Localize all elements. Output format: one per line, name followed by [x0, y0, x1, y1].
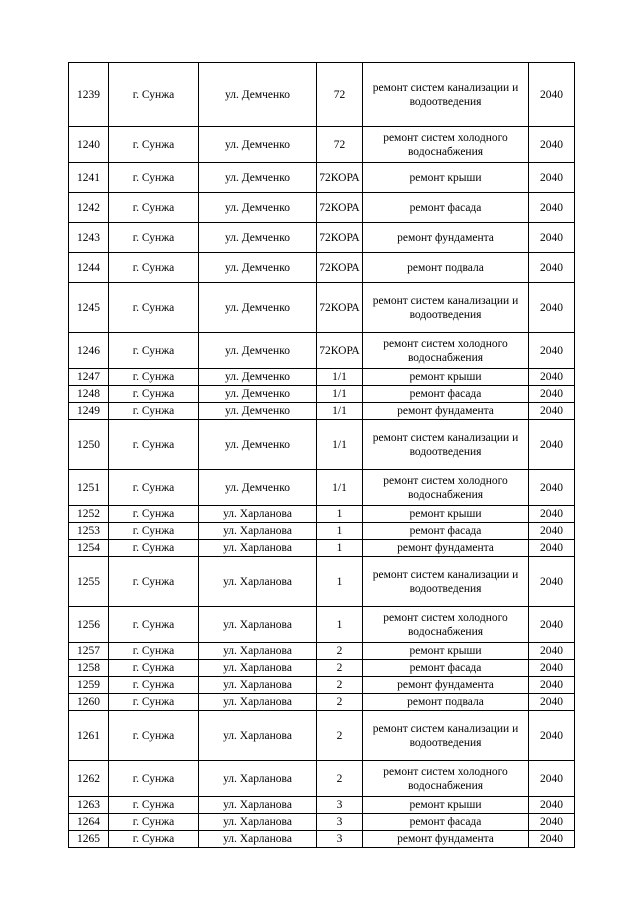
row-number: 1248: [69, 386, 109, 403]
building-cell: 1/1: [317, 403, 363, 420]
city-cell: г. Сунжа: [109, 831, 199, 848]
city-cell: г. Сунжа: [109, 694, 199, 711]
table-row: [69, 761, 575, 797]
year-cell: 2040: [529, 369, 575, 386]
street-cell: ул. Демченко: [199, 193, 317, 223]
row-number: 1246: [69, 333, 109, 369]
work-type-cell: ремонт систем холодного водоснабжения: [363, 127, 529, 163]
row-number: 1245: [69, 283, 109, 333]
year-cell: 2040: [529, 223, 575, 253]
city-cell: г. Сунжа: [109, 506, 199, 523]
year-cell: 2040: [529, 711, 575, 761]
work-type-cell: ремонт фундамента: [363, 831, 529, 848]
city-cell: г. Сунжа: [109, 643, 199, 660]
city-cell: г. Сунжа: [109, 557, 199, 607]
row-number: 1255: [69, 557, 109, 607]
row-number: 1254: [69, 540, 109, 557]
work-type-cell: ремонт крыши: [363, 369, 529, 386]
table-row: [69, 63, 575, 127]
table-row: [69, 814, 575, 831]
work-type-cell: ремонт систем холодного водоснабжения: [363, 607, 529, 643]
table-row: [69, 694, 575, 711]
year-cell: 2040: [529, 420, 575, 470]
street-cell: ул. Демченко: [199, 333, 317, 369]
city-cell: г. Сунжа: [109, 797, 199, 814]
row-number: 1251: [69, 470, 109, 506]
year-cell: 2040: [529, 607, 575, 643]
row-number: 1244: [69, 253, 109, 283]
table-row: [69, 660, 575, 677]
row-number: 1256: [69, 607, 109, 643]
street-cell: ул. Харланова: [199, 711, 317, 761]
city-cell: г. Сунжа: [109, 607, 199, 643]
year-cell: 2040: [529, 831, 575, 848]
street-cell: ул. Демченко: [199, 253, 317, 283]
row-number: 1250: [69, 420, 109, 470]
year-cell: 2040: [529, 470, 575, 506]
row-number: 1241: [69, 163, 109, 193]
work-type-cell: ремонт фасада: [363, 814, 529, 831]
year-cell: 2040: [529, 797, 575, 814]
building-cell: 72КОРА: [317, 283, 363, 333]
building-cell: 1: [317, 607, 363, 643]
street-cell: ул. Харланова: [199, 761, 317, 797]
table-row: [69, 163, 575, 193]
year-cell: 2040: [529, 127, 575, 163]
year-cell: 2040: [529, 660, 575, 677]
row-number: 1259: [69, 677, 109, 694]
table-row: [69, 193, 575, 223]
work-type-cell: ремонт фасада: [363, 193, 529, 223]
table-row: [69, 369, 575, 386]
street-cell: ул. Харланова: [199, 797, 317, 814]
work-type-cell: ремонт систем холодного водоснабжения: [363, 470, 529, 506]
table-row: [69, 386, 575, 403]
building-cell: 72: [317, 63, 363, 127]
city-cell: г. Сунжа: [109, 761, 199, 797]
building-cell: 72КОРА: [317, 223, 363, 253]
table-row: [69, 253, 575, 283]
street-cell: ул. Харланова: [199, 660, 317, 677]
city-cell: г. Сунжа: [109, 814, 199, 831]
row-number: 1260: [69, 694, 109, 711]
building-cell: 72КОРА: [317, 333, 363, 369]
building-cell: 2: [317, 711, 363, 761]
work-type-cell: ремонт фундамента: [363, 403, 529, 420]
city-cell: г. Сунжа: [109, 253, 199, 283]
street-cell: ул. Демченко: [199, 386, 317, 403]
building-cell: 2: [317, 643, 363, 660]
work-type-cell: ремонт фундамента: [363, 540, 529, 557]
building-cell: 1: [317, 540, 363, 557]
row-number: 1264: [69, 814, 109, 831]
street-cell: ул. Харланова: [199, 557, 317, 607]
city-cell: г. Сунжа: [109, 540, 199, 557]
building-cell: 2: [317, 761, 363, 797]
year-cell: 2040: [529, 193, 575, 223]
building-cell: 1: [317, 523, 363, 540]
table-row: [69, 831, 575, 848]
building-cell: 3: [317, 797, 363, 814]
street-cell: ул. Харланова: [199, 694, 317, 711]
row-number: 1265: [69, 831, 109, 848]
work-type-cell: ремонт подвала: [363, 253, 529, 283]
year-cell: 2040: [529, 283, 575, 333]
city-cell: г. Сунжа: [109, 333, 199, 369]
year-cell: 2040: [529, 677, 575, 694]
work-type-cell: ремонт крыши: [363, 163, 529, 193]
table-row: [69, 127, 575, 163]
table-row: [69, 557, 575, 607]
table-row: [69, 677, 575, 694]
building-cell: 3: [317, 814, 363, 831]
building-cell: 2: [317, 677, 363, 694]
city-cell: г. Сунжа: [109, 127, 199, 163]
year-cell: 2040: [529, 643, 575, 660]
table-body: [69, 63, 575, 848]
table-row: [69, 643, 575, 660]
row-number: 1252: [69, 506, 109, 523]
street-cell: ул. Харланова: [199, 506, 317, 523]
street-cell: ул. Харланова: [199, 607, 317, 643]
building-cell: 72: [317, 127, 363, 163]
row-number: 1261: [69, 711, 109, 761]
street-cell: ул. Харланова: [199, 540, 317, 557]
street-cell: ул. Харланова: [199, 643, 317, 660]
table-row: [69, 420, 575, 470]
table-row: [69, 223, 575, 253]
work-type-cell: ремонт крыши: [363, 797, 529, 814]
work-type-cell: ремонт систем канализации и водоотведения: [363, 711, 529, 761]
year-cell: 2040: [529, 403, 575, 420]
work-type-cell: ремонт фундамента: [363, 677, 529, 694]
building-cell: 1/1: [317, 420, 363, 470]
year-cell: 2040: [529, 333, 575, 369]
street-cell: ул. Харланова: [199, 831, 317, 848]
row-number: 1239: [69, 63, 109, 127]
city-cell: г. Сунжа: [109, 470, 199, 506]
street-cell: ул. Демченко: [199, 127, 317, 163]
work-type-cell: ремонт систем холодного водоснабжения: [363, 333, 529, 369]
year-cell: 2040: [529, 557, 575, 607]
work-type-cell: ремонт систем канализации и водоотведения: [363, 557, 529, 607]
row-number: 1242: [69, 193, 109, 223]
work-type-cell: ремонт фасада: [363, 386, 529, 403]
year-cell: 2040: [529, 814, 575, 831]
city-cell: г. Сунжа: [109, 223, 199, 253]
street-cell: ул. Демченко: [199, 369, 317, 386]
city-cell: г. Сунжа: [109, 386, 199, 403]
table-row: [69, 797, 575, 814]
work-type-cell: ремонт систем канализации и водоотведения: [363, 420, 529, 470]
city-cell: г. Сунжа: [109, 369, 199, 386]
building-cell: 2: [317, 694, 363, 711]
work-type-cell: ремонт фасада: [363, 523, 529, 540]
street-cell: ул. Демченко: [199, 223, 317, 253]
table-row: [69, 607, 575, 643]
building-cell: 1/1: [317, 369, 363, 386]
work-type-cell: ремонт систем холодного водоснабжения: [363, 761, 529, 797]
street-cell: ул. Харланова: [199, 814, 317, 831]
work-type-cell: ремонт систем канализации и водоотведения: [363, 63, 529, 127]
table-row: [69, 523, 575, 540]
work-type-cell: ремонт фундамента: [363, 223, 529, 253]
building-cell: 3: [317, 831, 363, 848]
city-cell: г. Сунжа: [109, 63, 199, 127]
street-cell: ул. Демченко: [199, 470, 317, 506]
work-type-cell: ремонт систем канализации и водоотведения: [363, 283, 529, 333]
row-number: 1253: [69, 523, 109, 540]
row-number: 1257: [69, 643, 109, 660]
building-cell: 1/1: [317, 386, 363, 403]
street-cell: ул. Демченко: [199, 403, 317, 420]
city-cell: г. Сунжа: [109, 523, 199, 540]
city-cell: г. Сунжа: [109, 403, 199, 420]
city-cell: г. Сунжа: [109, 711, 199, 761]
year-cell: 2040: [529, 386, 575, 403]
work-type-cell: ремонт крыши: [363, 643, 529, 660]
row-number: 1262: [69, 761, 109, 797]
street-cell: ул. Харланова: [199, 523, 317, 540]
city-cell: г. Сунжа: [109, 677, 199, 694]
table-row: [69, 506, 575, 523]
table-row: [69, 333, 575, 369]
table-row: [69, 403, 575, 420]
year-cell: 2040: [529, 540, 575, 557]
table-row: [69, 283, 575, 333]
building-cell: 1: [317, 557, 363, 607]
building-cell: 72КОРА: [317, 253, 363, 283]
building-cell: 72КОРА: [317, 193, 363, 223]
work-type-cell: ремонт фасада: [363, 660, 529, 677]
row-number: 1258: [69, 660, 109, 677]
city-cell: г. Сунжа: [109, 420, 199, 470]
building-cell: 72КОРА: [317, 163, 363, 193]
table-row: [69, 711, 575, 761]
year-cell: 2040: [529, 761, 575, 797]
work-type-cell: ремонт крыши: [363, 506, 529, 523]
building-cell: 2: [317, 660, 363, 677]
row-number: 1243: [69, 223, 109, 253]
street-cell: ул. Демченко: [199, 283, 317, 333]
building-cell: 1: [317, 506, 363, 523]
city-cell: г. Сунжа: [109, 283, 199, 333]
repair-schedule-table: [68, 62, 575, 848]
table-row: [69, 540, 575, 557]
year-cell: 2040: [529, 163, 575, 193]
year-cell: 2040: [529, 506, 575, 523]
street-cell: ул. Демченко: [199, 63, 317, 127]
city-cell: г. Сунжа: [109, 660, 199, 677]
year-cell: 2040: [529, 63, 575, 127]
row-number: 1249: [69, 403, 109, 420]
work-type-cell: ремонт подвала: [363, 694, 529, 711]
year-cell: 2040: [529, 253, 575, 283]
table-row: [69, 470, 575, 506]
street-cell: ул. Демченко: [199, 420, 317, 470]
city-cell: г. Сунжа: [109, 163, 199, 193]
row-number: 1263: [69, 797, 109, 814]
row-number: 1247: [69, 369, 109, 386]
building-cell: 1/1: [317, 470, 363, 506]
row-number: 1240: [69, 127, 109, 163]
year-cell: 2040: [529, 694, 575, 711]
city-cell: г. Сунжа: [109, 193, 199, 223]
street-cell: ул. Демченко: [199, 163, 317, 193]
year-cell: 2040: [529, 523, 575, 540]
street-cell: ул. Харланова: [199, 677, 317, 694]
